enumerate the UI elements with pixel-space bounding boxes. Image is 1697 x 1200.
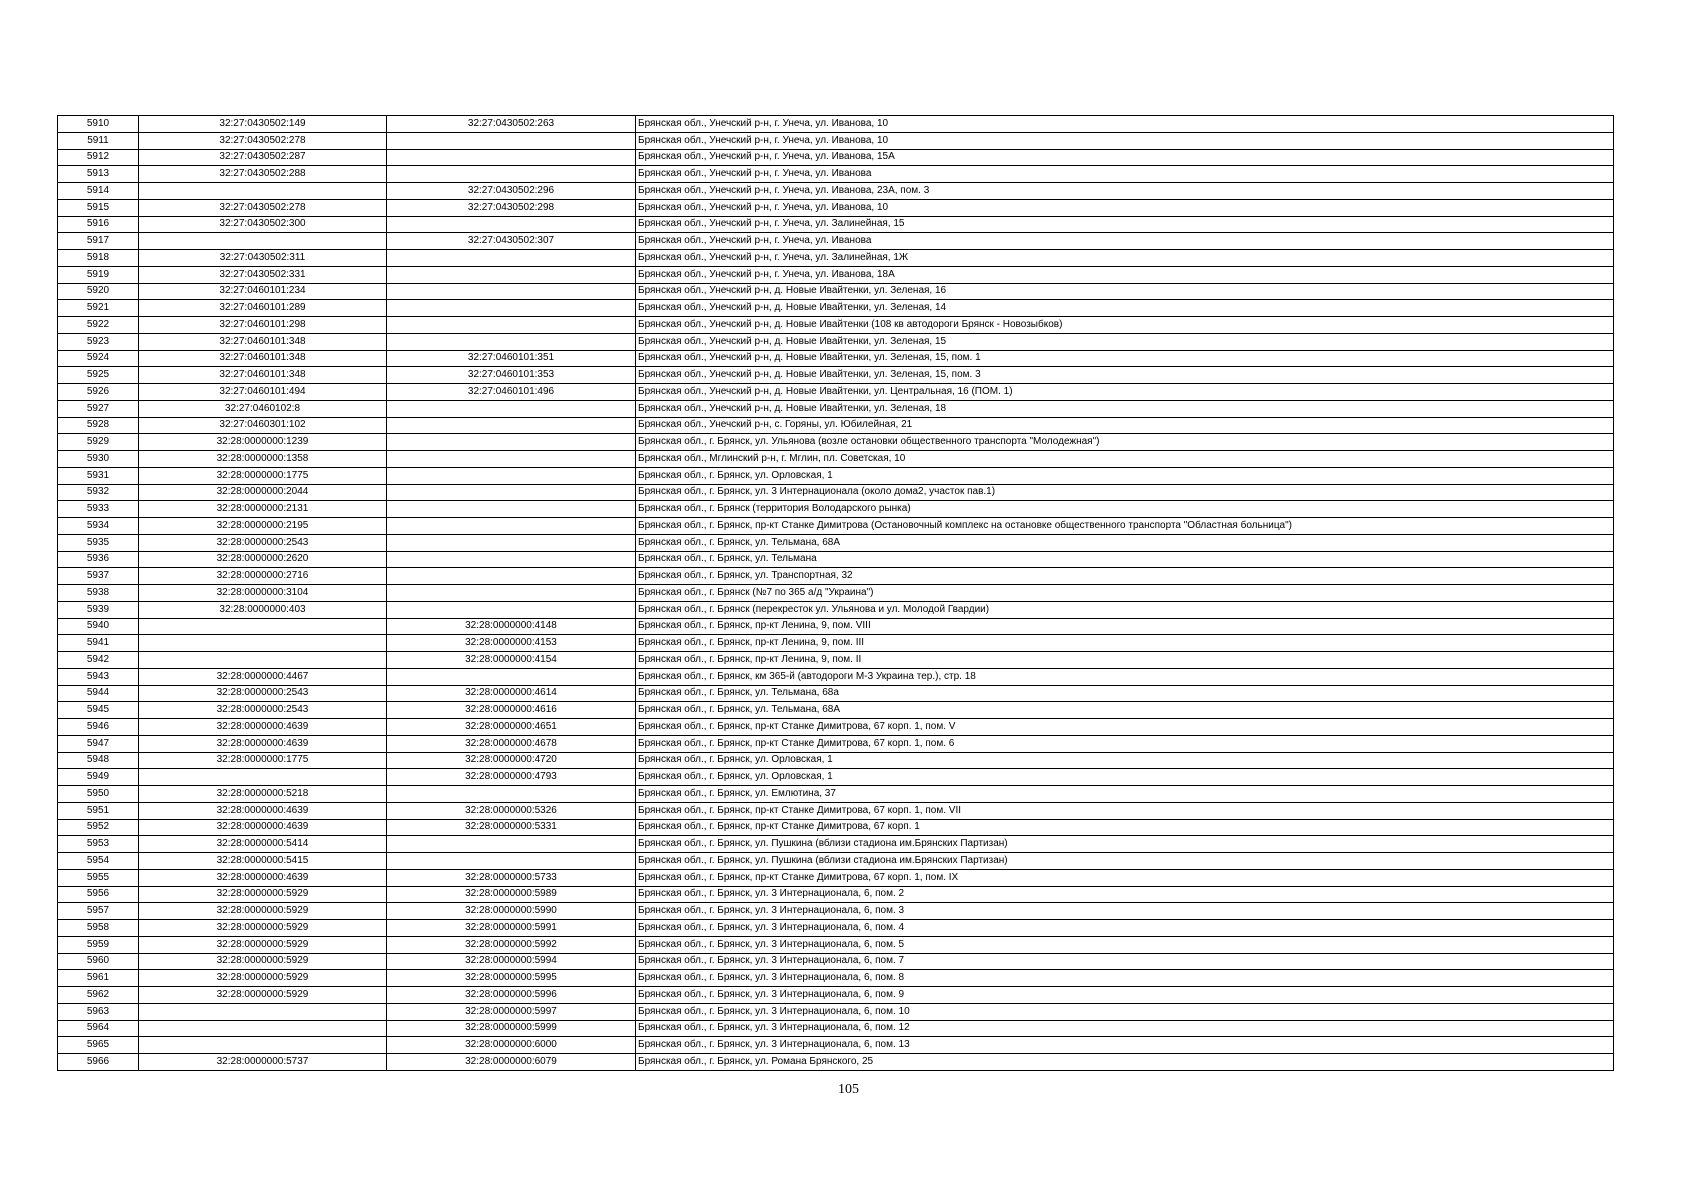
row-number-cell: 5961 [58,970,139,987]
address-cell: Брянская обл., г. Брянск, ул. 3 Интернационала, 6, пом. 9 [636,987,1614,1004]
row-number-cell: 5920 [58,283,139,300]
object-number-cell: 32:27:0430502:263 [387,116,636,133]
object-number-cell [387,568,636,585]
address-cell: Брянская обл., г. Брянск, ул. 3 Интернационала, 6, пом. 7 [636,953,1614,970]
object-number-cell: 32:28:0000000:4720 [387,752,636,769]
object-number-cell: 32:27:0460101:353 [387,367,636,384]
cadastral-number-cell: 32:28:0000000:5414 [139,836,387,853]
cadastral-number-cell: 32:27:0460101:234 [139,283,387,300]
address-cell: Брянская обл., г. Брянск (№7 по 365 а/д "Украина") [636,585,1614,602]
object-number-cell: 32:28:0000000:5995 [387,970,636,987]
address-cell: Брянская обл., г. Брянск, ул. Емлютина, 37 [636,786,1614,803]
row-number-cell: 5956 [58,886,139,903]
row-number-cell: 5923 [58,333,139,350]
address-cell: Брянская обл., г. Брянск, ул. 3 Интернационала, 6, пом. 10 [636,1003,1614,1020]
address-cell: Брянская обл., Унечский р-н, г. Унеча, ул. Иванова, 10 [636,116,1614,133]
cadastral-number-cell: 32:28:0000000:2195 [139,518,387,535]
table-row [58,1003,1614,1020]
table-row [58,769,1614,786]
cadastral-number-cell: 32:27:0430502:287 [139,149,387,166]
cadastral-number-cell: 32:28:0000000:5929 [139,920,387,937]
address-cell: Брянская обл., г. Брянск, ул. Тельмана [636,551,1614,568]
object-number-cell: 32:27:0460101:496 [387,384,636,401]
object-number-cell: 32:28:0000000:5990 [387,903,636,920]
address-cell: Брянская обл., Унечский р-н, г. Унеча, ул. Иванова [636,233,1614,250]
cadastral-number-cell: 32:27:0430502:149 [139,116,387,133]
object-number-cell: 32:28:0000000:6079 [387,1054,636,1071]
row-number-cell: 5947 [58,735,139,752]
table-row [58,601,1614,618]
object-number-cell: 32:28:0000000:4651 [387,719,636,736]
object-number-cell [387,551,636,568]
table-row [58,1054,1614,1071]
row-number-cell: 5926 [58,384,139,401]
row-number-cell: 5948 [58,752,139,769]
cadastral-number-cell [139,1037,387,1054]
row-number-cell: 5917 [58,233,139,250]
object-number-cell [387,300,636,317]
table-row [58,618,1614,635]
row-number-cell: 5910 [58,116,139,133]
row-number-cell: 5943 [58,668,139,685]
object-number-cell [387,250,636,267]
row-number-cell: 5927 [58,400,139,417]
object-number-cell: 32:27:0460101:351 [387,350,636,367]
row-number-cell: 5931 [58,467,139,484]
row-number-cell: 5936 [58,551,139,568]
cadastral-number-cell: 32:28:0000000:4639 [139,719,387,736]
table-row [58,333,1614,350]
address-cell: Брянская обл., Унечский р-н, г. Унеча, ул. Залинейная, 1Ж [636,250,1614,267]
table-row [58,1020,1614,1037]
row-number-cell: 5941 [58,635,139,652]
cadastral-number-cell: 32:27:0460101:494 [139,384,387,401]
object-number-cell [387,417,636,434]
address-cell: Брянская обл., г. Брянск, ул. Тельмана, 68а [636,685,1614,702]
object-number-cell [387,668,636,685]
object-number-cell: 32:28:0000000:5997 [387,1003,636,1020]
table-row [58,819,1614,836]
cadastral-number-cell: 32:28:0000000:5929 [139,903,387,920]
address-cell: Брянская обл., Унечский р-н, г. Унеча, ул. Иванова, 10 [636,199,1614,216]
table-row [58,752,1614,769]
row-number-cell: 5934 [58,518,139,535]
cadastral-number-cell [139,635,387,652]
address-cell: Брянская обл., г. Брянск, ул. Тельмана, 68А [636,534,1614,551]
table-row [58,132,1614,149]
object-number-cell: 32:28:0000000:5331 [387,819,636,836]
table-row [58,451,1614,468]
table-row [58,149,1614,166]
cadastral-number-cell: 32:27:0430502:331 [139,266,387,283]
row-number-cell: 5953 [58,836,139,853]
cadastral-number-cell: 32:28:0000000:2131 [139,501,387,518]
table-row [58,786,1614,803]
row-number-cell: 5913 [58,166,139,183]
cadastral-number-cell: 32:28:0000000:4639 [139,869,387,886]
table-row [58,719,1614,736]
table-row [58,936,1614,953]
row-number-cell: 5942 [58,652,139,669]
row-number-cell: 5933 [58,501,139,518]
address-cell: Брянская обл., г. Брянск, пр-кт Ленина, 9, пом. VIII [636,618,1614,635]
row-number-cell: 5958 [58,920,139,937]
table-row [58,869,1614,886]
table-row [58,116,1614,133]
row-number-cell: 5911 [58,132,139,149]
address-cell: Брянская обл., Унечский р-н, д. Новые Ивайтенки, ул. Зеленая, 15, пом. 3 [636,367,1614,384]
cadastral-number-cell [139,769,387,786]
object-number-cell: 32:28:0000000:5989 [387,886,636,903]
table-row [58,802,1614,819]
object-number-cell [387,601,636,618]
page-number: 105 [838,1082,859,1097]
cadastral-number-cell: 32:28:0000000:4467 [139,668,387,685]
cadastral-number-cell: 32:27:0430502:278 [139,132,387,149]
cadastral-number-cell: 32:28:0000000:1239 [139,434,387,451]
address-cell: Брянская обл., Унечский р-н, г. Унеча, ул. Иванова, 23А, пом. 3 [636,183,1614,200]
cadastral-number-cell: 32:28:0000000:5929 [139,936,387,953]
cadastral-number-cell: 32:27:0430502:311 [139,250,387,267]
object-number-cell [387,400,636,417]
row-number-cell: 5918 [58,250,139,267]
address-cell: Брянская обл., Унечский р-н, г. Унеча, ул. Иванова, 10 [636,132,1614,149]
row-number-cell: 5962 [58,987,139,1004]
address-cell: Брянская обл., г. Брянск, ул. Орловская, 1 [636,467,1614,484]
cadastral-number-cell: 32:28:0000000:2543 [139,702,387,719]
object-number-cell: 32:28:0000000:4614 [387,685,636,702]
table-row [58,384,1614,401]
row-number-cell: 5957 [58,903,139,920]
cadastral-number-cell: 32:28:0000000:4639 [139,802,387,819]
cadastral-number-cell: 32:27:0460101:348 [139,333,387,350]
address-cell: Брянская обл., г. Брянск, пр-кт Ленина, 9, пом. II [636,652,1614,669]
cadastral-number-cell: 32:27:0460301:102 [139,417,387,434]
object-number-cell: 32:28:0000000:4793 [387,769,636,786]
cadastral-number-cell: 32:27:0430502:288 [139,166,387,183]
object-number-cell [387,216,636,233]
address-cell: Брянская обл., Унечский р-н, д. Новые Ивайтенки, ул. Зеленая, 15, пом. 1 [636,350,1614,367]
object-number-cell: 32:27:0430502:298 [387,199,636,216]
address-cell: Брянская обл., Унечский р-н, д. Новые Ивайтенки (108 кв автодороги Брянск - Новозыбков) [636,317,1614,334]
cadastral-number-cell: 32:27:0460102:8 [139,400,387,417]
row-number-cell: 5966 [58,1054,139,1071]
row-number-cell: 5939 [58,601,139,618]
table-row [58,216,1614,233]
row-number-cell: 5949 [58,769,139,786]
row-number-cell: 5919 [58,266,139,283]
address-cell: Брянская обл., г. Брянск, пр-кт Станке Димитрова, 67 корп. 1, пом. V [636,719,1614,736]
table-row [58,886,1614,903]
address-cell: Брянская обл., Унечский р-н, г. Унеча, ул. Иванова [636,166,1614,183]
table-row [58,501,1614,518]
object-number-cell [387,585,636,602]
object-number-cell: 32:28:0000000:4154 [387,652,636,669]
address-cell: Брянская обл., г. Брянск, ул. 3 Интернационала, 6, пом. 3 [636,903,1614,920]
cadastral-number-cell: 32:28:0000000:5929 [139,970,387,987]
table-row [58,702,1614,719]
address-cell: Брянская обл., г. Брянск, пр-кт Станке Димитрова, 67 корп. 1, пом. VII [636,802,1614,819]
cadastral-number-cell [139,652,387,669]
object-number-cell: 32:28:0000000:5733 [387,869,636,886]
cadastral-number-cell: 32:28:0000000:5929 [139,886,387,903]
object-number-cell [387,317,636,334]
cadastral-number-cell: 32:27:0430502:300 [139,216,387,233]
address-cell: Брянская обл., г. Брянск, ул. Тельмана, 68А [636,702,1614,719]
table-row [58,735,1614,752]
table-row [58,551,1614,568]
address-cell: Брянская обл., г. Брянск, пр-кт Станке Димитрова, 67 корп. 1, пом. IX [636,869,1614,886]
row-number-cell: 5928 [58,417,139,434]
table-row [58,568,1614,585]
object-number-cell: 32:28:0000000:5994 [387,953,636,970]
object-number-cell: 32:28:0000000:4153 [387,635,636,652]
address-cell: Брянская обл., г. Брянск, пр-кт Станке Димитрова, 67 корп. 1 [636,819,1614,836]
object-number-cell [387,518,636,535]
address-cell: Брянская обл., г. Брянск, ул. 3 Интернационала, 6, пом. 13 [636,1037,1614,1054]
table-row [58,300,1614,317]
object-number-cell [387,786,636,803]
address-cell: Брянская обл., Унечский р-н, г. Унеча, ул. Залинейная, 15 [636,216,1614,233]
address-cell: Брянская обл., Унечский р-н, д. Новые Ивайтенки, ул. Зеленая, 18 [636,400,1614,417]
row-number-cell: 5963 [58,1003,139,1020]
cadastral-number-cell: 32:28:0000000:5929 [139,953,387,970]
cadastral-number-cell: 32:27:0460101:348 [139,350,387,367]
table-row [58,635,1614,652]
address-cell: Брянская обл., г. Брянск, ул. Ульянова (возле остановки общественного транспорта "Молодежная") [636,434,1614,451]
row-number-cell: 5954 [58,853,139,870]
cadastral-number-cell: 32:28:0000000:5218 [139,786,387,803]
property-registry-table [57,115,1614,1071]
table-row [58,953,1614,970]
object-number-cell [387,501,636,518]
object-number-cell [387,132,636,149]
cadastral-number-cell [139,1003,387,1020]
table-row [58,652,1614,669]
row-number-cell: 5915 [58,199,139,216]
row-number-cell: 5937 [58,568,139,585]
address-cell: Брянская обл., г. Брянск, ул. Орловская, 1 [636,769,1614,786]
cadastral-number-cell: 32:28:0000000:2716 [139,568,387,585]
address-cell: Брянская обл., Унечский р-н, д. Новые Ивайтенки, ул. Зеленая, 15 [636,333,1614,350]
table-row [58,434,1614,451]
address-cell: Брянская обл., г. Брянск, ул. 3 Интернационала (около дома2, участок пав.1) [636,484,1614,501]
table-row [58,367,1614,384]
cadastral-number-cell: 32:28:0000000:1358 [139,451,387,468]
row-number-cell: 5921 [58,300,139,317]
row-number-cell: 5964 [58,1020,139,1037]
cadastral-number-cell: 32:28:0000000:2543 [139,685,387,702]
object-number-cell [387,467,636,484]
address-cell: Брянская обл., г. Брянск, ул. 3 Интернационала, 6, пом. 12 [636,1020,1614,1037]
row-number-cell: 5938 [58,585,139,602]
cadastral-number-cell [139,183,387,200]
table-row [58,685,1614,702]
object-number-cell: 32:28:0000000:5999 [387,1020,636,1037]
table-row [58,1037,1614,1054]
row-number-cell: 5924 [58,350,139,367]
row-number-cell: 5944 [58,685,139,702]
cadastral-number-cell [139,618,387,635]
cadastral-number-cell: 32:28:0000000:4639 [139,819,387,836]
row-number-cell: 5960 [58,953,139,970]
cadastral-number-cell: 32:27:0460101:289 [139,300,387,317]
row-number-cell: 5925 [58,367,139,384]
row-number-cell: 5912 [58,149,139,166]
cadastral-number-cell: 32:28:0000000:3104 [139,585,387,602]
object-number-cell [387,853,636,870]
address-cell: Брянская обл., Унечский р-н, г. Унеча, ул. Иванова, 15А [636,149,1614,166]
address-cell: Брянская обл., г. Брянск, пр-кт Станке Димитрова, 67 корп. 1, пом. 6 [636,735,1614,752]
row-number-cell: 5932 [58,484,139,501]
address-cell: Брянская обл., Унечский р-н, с. Горяны, ул. Юбилейная, 21 [636,417,1614,434]
row-number-cell: 5935 [58,534,139,551]
object-number-cell [387,333,636,350]
object-number-cell [387,166,636,183]
row-number-cell: 5951 [58,802,139,819]
row-number-cell: 5916 [58,216,139,233]
row-number-cell: 5950 [58,786,139,803]
table-row [58,400,1614,417]
address-cell: Брянская обл., г. Брянск, ул. Романа Брянского, 25 [636,1054,1614,1071]
object-number-cell [387,149,636,166]
address-cell: Брянская обл., г. Брянск, ул. Транспортная, 32 [636,568,1614,585]
address-cell: Брянская обл., Унечский р-н, д. Новые Ивайтенки, ул. Центральная, 16 (ПОМ. 1) [636,384,1614,401]
table-row [58,283,1614,300]
cadastral-number-cell: 32:27:0460101:348 [139,367,387,384]
table-row [58,484,1614,501]
table-row [58,317,1614,334]
cadastral-number-cell: 32:28:0000000:2044 [139,484,387,501]
table-row [58,417,1614,434]
cadastral-number-cell: 32:27:0460101:298 [139,317,387,334]
cadastral-number-cell [139,233,387,250]
table-row [58,853,1614,870]
table-row [58,250,1614,267]
cadastral-number-cell: 32:28:0000000:403 [139,601,387,618]
cadastral-number-cell: 32:28:0000000:1775 [139,752,387,769]
table-row [58,920,1614,937]
object-number-cell: 32:28:0000000:5326 [387,802,636,819]
object-number-cell: 32:28:0000000:5992 [387,936,636,953]
cadastral-number-cell: 32:28:0000000:4639 [139,735,387,752]
table-row [58,233,1614,250]
table-row [58,199,1614,216]
object-number-cell [387,484,636,501]
table-row [58,266,1614,283]
row-number-cell: 5959 [58,936,139,953]
row-number-cell: 5930 [58,451,139,468]
address-cell: Брянская обл., г. Брянск, ул. 3 Интернационала, 6, пом. 8 [636,970,1614,987]
address-cell: Брянская обл., г. Брянск, ул. Пушкина (вблизи стадиона им.Брянских Партизан) [636,836,1614,853]
object-number-cell: 32:28:0000000:4678 [387,735,636,752]
address-cell: Брянская обл., Унечский р-н, д. Новые Ивайтенки, ул. Зеленая, 16 [636,283,1614,300]
object-number-cell: 32:28:0000000:4616 [387,702,636,719]
table-row [58,836,1614,853]
object-number-cell: 32:28:0000000:5991 [387,920,636,937]
cadastral-number-cell: 32:28:0000000:2620 [139,551,387,568]
cadastral-number-cell: 32:28:0000000:1775 [139,467,387,484]
cadastral-number-cell: 32:28:0000000:5737 [139,1054,387,1071]
row-number-cell: 5914 [58,183,139,200]
address-cell: Брянская обл., г. Брянск, ул. Пушкина (вблизи стадиона им.Брянских Партизан) [636,853,1614,870]
object-number-cell: 32:27:0430502:296 [387,183,636,200]
object-number-cell [387,451,636,468]
address-cell: Брянская обл., г. Брянск (территория Володарского рынка) [636,501,1614,518]
object-number-cell [387,283,636,300]
cadastral-number-cell: 32:28:0000000:5929 [139,987,387,1004]
table-row [58,970,1614,987]
cadastral-number-cell [139,1020,387,1037]
row-number-cell: 5922 [58,317,139,334]
table-row [58,166,1614,183]
table-row [58,518,1614,535]
address-cell: Брянская обл., Унечский р-н, д. Новые Ивайтенки, ул. Зеленая, 14 [636,300,1614,317]
object-number-cell: 32:27:0430502:307 [387,233,636,250]
address-cell: Брянская обл., Унечский р-н, г. Унеча, ул. Иванова, 18А [636,266,1614,283]
table-row [58,467,1614,484]
address-cell: Брянская обл., Мглинский р-н, г. Мглин, пл. Советская, 10 [636,451,1614,468]
cadastral-number-cell: 32:28:0000000:2543 [139,534,387,551]
cadastral-number-cell: 32:28:0000000:5415 [139,853,387,870]
cadastral-number-cell: 32:27:0430502:278 [139,199,387,216]
object-number-cell: 32:28:0000000:6000 [387,1037,636,1054]
table-row [58,183,1614,200]
address-cell: Брянская обл., г. Брянск, ул. 3 Интернационала, 6, пом. 2 [636,886,1614,903]
table-row [58,534,1614,551]
address-cell: Брянская обл., г. Брянск, пр-кт Станке Димитрова (Остановочный комплекс на остановке общественного транспорта "Областная больница") [636,518,1614,535]
object-number-cell [387,836,636,853]
row-number-cell: 5946 [58,719,139,736]
address-cell: Брянская обл., г. Брянск, пр-кт Ленина, 9, пом. III [636,635,1614,652]
table-row [58,903,1614,920]
object-number-cell [387,434,636,451]
object-number-cell [387,266,636,283]
address-cell: Брянская обл., г. Брянск, ул. 3 Интернационала, 6, пом. 5 [636,936,1614,953]
object-number-cell: 32:28:0000000:4148 [387,618,636,635]
address-cell: Брянская обл., г. Брянск (перекресток ул. Ульянова и ул. Молодой Гвардии) [636,601,1614,618]
table-row [58,350,1614,367]
object-number-cell [387,534,636,551]
table-row [58,987,1614,1004]
table-row [58,585,1614,602]
row-number-cell: 5965 [58,1037,139,1054]
object-number-cell: 32:28:0000000:5996 [387,987,636,1004]
registry-table-body [58,116,1614,1071]
row-number-cell: 5940 [58,618,139,635]
row-number-cell: 5945 [58,702,139,719]
row-number-cell: 5952 [58,819,139,836]
address-cell: Брянская обл., г. Брянск, км 365-й (автодороги М-3 Украина тер.), стр. 18 [636,668,1614,685]
address-cell: Брянская обл., г. Брянск, ул. Орловская, 1 [636,752,1614,769]
table-row [58,668,1614,685]
address-cell: Брянская обл., г. Брянск, ул. 3 Интернационала, 6, пом. 4 [636,920,1614,937]
row-number-cell: 5955 [58,869,139,886]
row-number-cell: 5929 [58,434,139,451]
